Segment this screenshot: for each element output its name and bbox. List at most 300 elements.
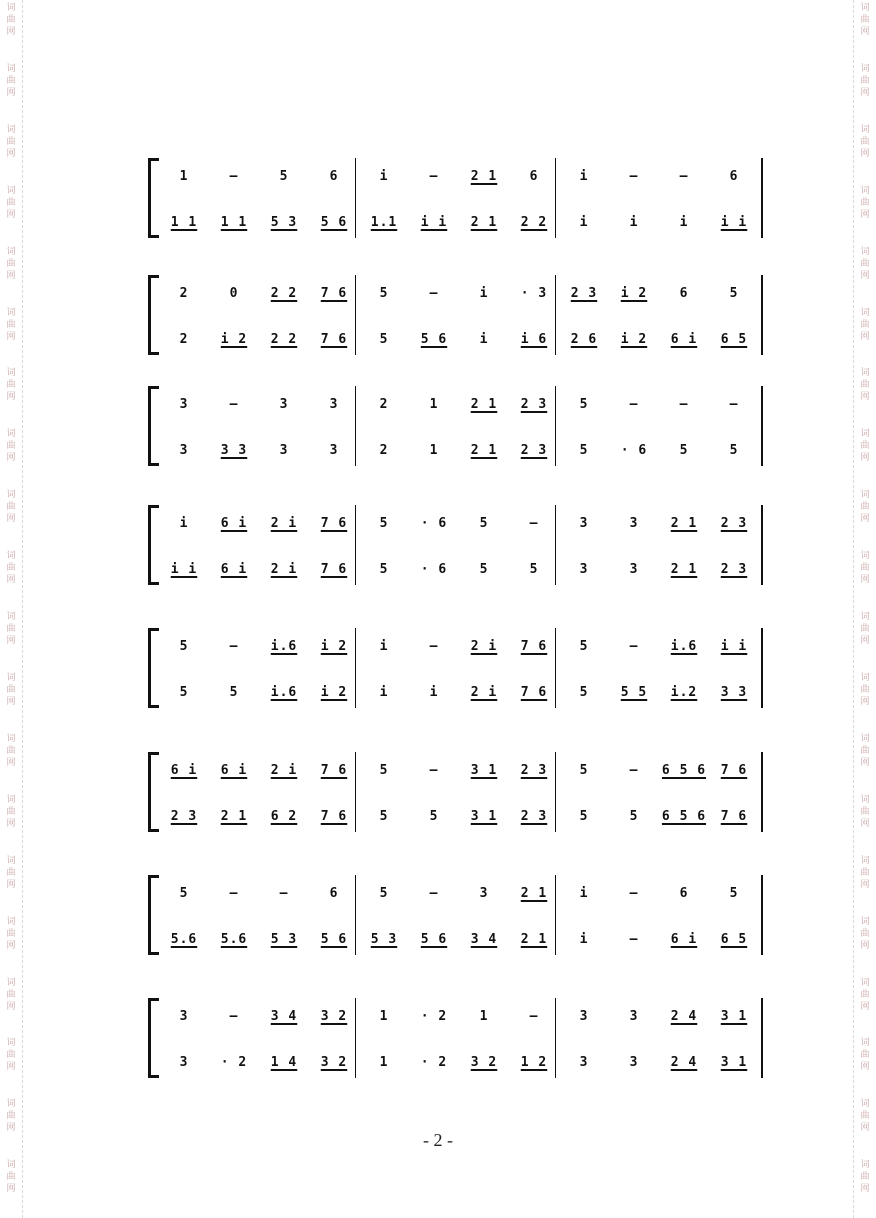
watermark-char: 曲 [860,380,870,391]
measure [159,883,359,905]
watermark-char: 曲 [6,684,16,695]
watermark-group [6,0,15,61]
watermark-char: 网 [6,392,16,403]
measure [559,329,759,351]
watermark-group [860,731,869,792]
note-beat: 5 [279,169,289,184]
system-bracket [148,340,159,355]
watermark-char: 词 [6,612,16,623]
watermark-char: 词 [860,977,870,988]
note-beat: 5 3 [270,215,298,230]
note-beat: 3 [329,443,339,458]
watermark-group [860,122,869,183]
note-beat: 6 i [220,763,248,778]
note-beat: 2 i [470,639,498,654]
note-beat: 2 i [470,685,498,700]
note-beat: 5 [379,886,389,901]
measure [559,440,759,462]
note-beat: 1 [179,169,189,184]
note-beat: 6 i [670,932,698,947]
note-beat: 5 6 [420,332,448,347]
note-beat: 2 1 [520,886,548,901]
watermark-char: 曲 [860,624,870,635]
lower-part-row [159,212,765,234]
note-beat: — [679,397,689,412]
measure [359,212,559,234]
note-beat: 7 6 [320,332,348,347]
measure [359,1006,559,1028]
watermark-group [6,426,15,487]
note-beat: — [629,397,639,412]
note-beat: 5 [379,286,389,301]
watermark-char: 曲 [860,319,870,330]
note-beat: — [429,886,439,901]
watermark-char: 词 [6,63,16,74]
note-beat: 1 1 [220,215,248,230]
upper-part-row [159,283,765,305]
note-beat: 6 [329,169,339,184]
note-beat: i 2 [320,685,348,700]
system-bracket [148,817,159,832]
watermark-char: 曲 [860,1111,870,1122]
note-beat: 5 [579,763,589,778]
measure [559,559,759,581]
watermark-char: 曲 [6,989,16,1000]
note-beat: i.6 [270,639,298,654]
watermark-char: 曲 [860,136,870,147]
watermark-group [860,487,869,548]
note-beat: 2 1 [470,169,498,184]
note-beat: 2 1 [470,215,498,230]
note-beat: 2 3 [570,286,598,301]
system-bracket [148,275,159,290]
note-beat: — [629,763,639,778]
watermark-char: 网 [6,270,16,281]
note-beat: 3 [629,1055,639,1070]
note-beat: — [429,286,439,301]
page-number: - 2 - [423,1130,453,1150]
note-beat: 5 6 [420,932,448,947]
watermark-char: 网 [860,514,870,525]
note-beat: — [229,397,239,412]
note-beat: 2 2 [520,215,548,230]
note-beat: 7 6 [320,516,348,531]
watermark-char: 词 [6,733,16,744]
note-beat: 1 [429,397,439,412]
watermark-char: 词 [6,1038,16,1049]
note-beat: — [229,1009,239,1024]
note-beat: 6 [529,169,539,184]
watermark-char: 词 [6,368,16,379]
note-beat: 2 1 [520,932,548,947]
note-beat: i [479,332,489,347]
upper-part-row [159,166,765,188]
watermark-char: 词 [860,246,870,257]
note-beat: 2 2 [270,332,298,347]
watermark-char: 曲 [6,745,16,756]
measure [559,394,759,416]
note-beat: i.6 [670,639,698,654]
watermark-char: 网 [6,209,16,220]
note-beat: i 2 [320,639,348,654]
note-beat: 6 5 [720,332,748,347]
note-beat: 3 1 [470,763,498,778]
note-beat: i 2 [620,332,648,347]
watermark-char: 词 [6,246,16,257]
watermark-char: 网 [860,27,870,37]
note-beat: 7 6 [520,685,548,700]
note-beat: i [579,886,589,901]
measure [159,1006,359,1028]
lower-part-row [159,329,765,351]
note-beat: 2 1 [470,397,498,412]
note-beat: 6 [729,169,739,184]
watermark-char: 词 [860,185,870,196]
watermark-char: 网 [6,940,16,951]
watermark-group [860,975,869,1036]
note-beat: i [379,169,389,184]
watermark-char: 网 [860,453,870,464]
note-beat: 3 [179,443,189,458]
watermark-char: 网 [860,575,870,586]
watermark-char: 曲 [6,1050,16,1061]
system-bracket [148,1063,159,1078]
note-beat: 5 [729,886,739,901]
note-beat: 3 2 [320,1055,348,1070]
note-beat: i i [720,639,748,654]
note-beat: 1 [379,1055,389,1070]
watermark-char: 网 [6,331,16,342]
watermark-group [6,122,15,183]
watermark-group [6,305,15,366]
watermark-group [6,244,15,305]
measure [559,283,759,305]
measure [559,1052,759,1074]
note-beat: — [529,516,539,531]
note-beat: 5 [679,443,689,458]
note-beat: 5 [179,685,189,700]
score-system [145,275,765,355]
score-system [145,158,765,238]
watermark-char: 网 [6,87,16,98]
note-beat: 5 [429,809,439,824]
watermark-char: 曲 [860,502,870,513]
measure [559,513,759,535]
system-bracket [148,940,159,955]
note-beat: i [579,169,589,184]
watermark-group [860,1035,869,1096]
watermark-char: 网 [860,392,870,403]
note-beat: 0 [229,286,239,301]
watermark-char: 曲 [6,380,16,391]
note-beat: — [629,169,639,184]
note-beat: 3 [479,886,489,901]
note-beat: 2 3 [720,562,748,577]
note-beat: 6 i [670,332,698,347]
note-beat: 6 5 6 [661,809,707,824]
watermark-char: 曲 [860,563,870,574]
note-beat: 2 i [270,516,298,531]
watermark-group [6,61,15,122]
watermark-char: 网 [6,1123,16,1134]
note-beat: 3 [579,1009,589,1024]
watermark-char: 词 [6,855,16,866]
note-beat: 2 3 [520,397,548,412]
watermark-char: 网 [6,636,16,647]
note-beat: 5 [579,685,589,700]
watermark-char: 曲 [860,258,870,269]
note-beat: 3 [329,397,339,412]
note-beat: 6 i [170,763,198,778]
watermark-char: 网 [860,696,870,707]
upper-part-row [159,394,765,416]
watermark-char: 词 [860,916,870,927]
note-beat: 2 2 [270,286,298,301]
note-beat: 2 i [270,562,298,577]
note-beat: 6 [679,286,689,301]
watermark-char: 词 [6,490,16,501]
watermark-char: 网 [6,453,16,464]
note-beat: 3 4 [270,1009,298,1024]
watermark-group [860,183,869,244]
watermark-group [6,731,15,792]
note-beat: i 2 [220,332,248,347]
note-beat: i [579,215,589,230]
watermark-char: 词 [6,307,16,318]
watermark-char: 网 [860,1123,870,1134]
measure [359,929,559,951]
note-beat: i [179,516,189,531]
watermark-char: 曲 [860,806,870,817]
note-beat: — [629,639,639,654]
note-beat: 6 i [220,516,248,531]
note-beat: — [629,932,639,947]
note-beat: — [229,639,239,654]
watermark-group [860,365,869,426]
note-beat: i [579,932,589,947]
lower-part-row [159,440,765,462]
watermark-char: 词 [6,916,16,927]
watermark-char: 词 [860,429,870,440]
note-beat: 2 1 [470,443,498,458]
watermark-char: 网 [860,1001,870,1012]
watermark-char: 词 [6,1160,16,1171]
measure [359,513,559,535]
watermark-char: 曲 [6,15,16,25]
measure [159,212,359,234]
note-beat: 5 [379,516,389,531]
note-beat: 1 [429,443,439,458]
watermark-char: 词 [6,124,16,135]
watermark-char: 词 [860,1038,870,1049]
note-beat: 5.6 [220,932,248,947]
right-watermark-strip [853,0,876,1218]
note-beat: 1 [379,1009,389,1024]
note-beat: 5 [179,886,189,901]
note-beat: — [629,886,639,901]
watermark-group [6,853,15,914]
watermark-char: 曲 [860,867,870,878]
watermark-char: 曲 [860,684,870,695]
watermark-group [6,1157,15,1218]
note-beat: 5 3 [270,932,298,947]
note-beat: 7 6 [520,639,548,654]
note-beat: i [379,639,389,654]
note-beat: 5 [479,516,489,531]
note-beat: 2 i [270,763,298,778]
note-beat: 2 3 [520,763,548,778]
note-beat: 5 [579,639,589,654]
lower-part-row [159,929,765,951]
measure [559,760,759,782]
note-beat: 3 2 [320,1009,348,1024]
watermark-char: 网 [6,1001,16,1012]
watermark-char: 词 [860,368,870,379]
note-beat: 5 [379,332,389,347]
note-beat: 3 4 [470,932,498,947]
watermark-char: 网 [860,1184,870,1195]
watermark-group [860,853,869,914]
note-beat: 2 [179,286,189,301]
watermark-group [6,670,15,731]
watermark-group [6,792,15,853]
system-bracket [148,875,159,890]
note-beat: 3 1 [720,1055,748,1070]
note-beat: · 3 [520,286,548,301]
measure [359,636,559,658]
upper-part-row [159,513,765,535]
measure [159,440,359,462]
note-beat: 6 5 [720,932,748,947]
note-beat: 5 6 [320,215,348,230]
watermark-group [6,365,15,426]
watermark-char: 网 [6,879,16,890]
note-beat: 5 [379,763,389,778]
system-bracket [148,505,159,520]
watermark-char: 曲 [860,1172,870,1183]
note-beat: 5 [579,809,589,824]
watermark-char: 网 [860,270,870,281]
measure [159,682,359,704]
system-bracket [148,570,159,585]
measure [359,329,559,351]
watermark-char: 网 [6,818,16,829]
note-beat: 2 3 [520,809,548,824]
note-beat: 6 i [220,562,248,577]
note-beat: 3 [579,1055,589,1070]
watermark-char: 词 [860,733,870,744]
watermark-char: 词 [860,63,870,74]
measure [359,760,559,782]
note-beat: — [679,169,689,184]
watermark-char: 曲 [860,745,870,756]
watermark-group [860,305,869,366]
watermark-char: 曲 [6,563,16,574]
watermark-char: 词 [860,672,870,683]
system-bracket [148,693,159,708]
watermark-char: 网 [6,575,16,586]
watermark-char: 网 [6,1062,16,1073]
watermark-group [6,609,15,670]
note-beat: 3 1 [720,1009,748,1024]
watermark-char: 曲 [6,867,16,878]
watermark-char: 词 [860,551,870,562]
watermark-group [860,548,869,609]
watermark-char: 网 [6,148,16,159]
lower-part-row [159,1052,765,1074]
note-beat: 5 [729,443,739,458]
watermark-group [860,426,869,487]
watermark-group [6,914,15,975]
note-beat: 3 [179,1055,189,1070]
watermark-group [860,244,869,305]
note-beat: 2 6 [570,332,598,347]
watermark-group [860,792,869,853]
note-beat: 5 5 [620,685,648,700]
lower-part-row [159,559,765,581]
watermark-char: 词 [860,307,870,318]
note-beat: 6 [679,886,689,901]
note-beat: — [279,886,289,901]
score-system [145,875,765,955]
lower-part-row [159,682,765,704]
score-system [145,628,765,708]
note-beat: 5 [579,397,589,412]
note-beat: — [729,397,739,412]
note-beat: 3 [179,397,189,412]
note-beat: 2 [179,332,189,347]
measure [359,883,559,905]
lower-part-row [159,806,765,828]
watermark-group [6,487,15,548]
note-beat: 5 [379,809,389,824]
watermark-char: 曲 [6,1111,16,1122]
watermark-char: 曲 [860,197,870,208]
watermark-char: 词 [6,429,16,440]
note-beat: 3 [179,1009,189,1024]
note-beat: 5 [479,562,489,577]
note-beat: 7 6 [720,763,748,778]
measure [559,883,759,905]
measure [359,394,559,416]
note-beat: 7 6 [320,763,348,778]
note-beat: i [629,215,639,230]
note-beat: — [229,886,239,901]
note-beat: · 2 [420,1009,448,1024]
measure [159,929,359,951]
watermark-char: 词 [860,3,870,13]
note-beat: i [379,685,389,700]
note-beat: i 2 [620,286,648,301]
score-system [145,505,765,585]
note-beat: — [229,169,239,184]
system-bracket [148,451,159,466]
note-beat: 2 4 [670,1055,698,1070]
watermark-group [860,670,869,731]
measure [359,166,559,188]
note-beat: 5 [729,286,739,301]
measure [159,394,359,416]
watermark-char: 网 [6,514,16,525]
measure [159,283,359,305]
watermark-char: 网 [6,1184,16,1195]
note-beat: i [429,685,439,700]
note-beat: 5.6 [170,932,198,947]
system-bracket [148,752,159,767]
measure [559,1006,759,1028]
note-beat: 2 3 [170,809,198,824]
note-beat: 3 3 [720,685,748,700]
